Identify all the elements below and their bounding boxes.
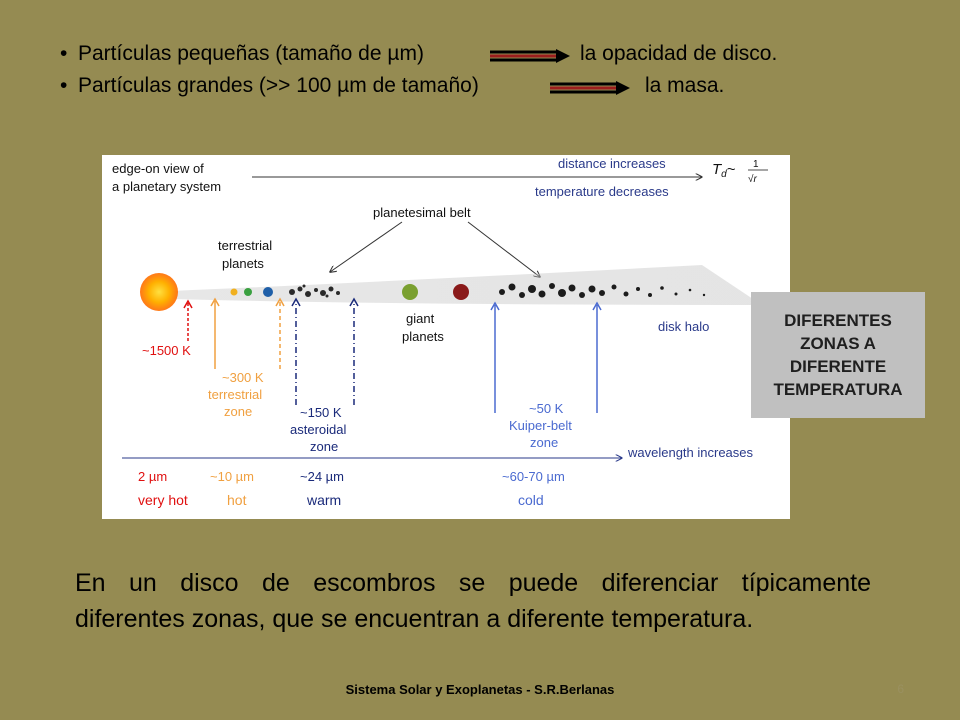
belt-arrow-right	[468, 222, 540, 277]
footer: Sistema Solar y Exoplanetas - S.R.Berlanas	[345, 682, 615, 697]
kuiper-zone-label-1: Kuiper-belt	[509, 418, 572, 433]
kuiper-zone-label-2: zone	[530, 435, 559, 450]
page-number: 6	[897, 682, 904, 696]
paragraph-line: diferentes zonas, que se encuentran a diferente temperatura.	[75, 605, 754, 633]
terrestrial-planets-label-1: terrestrial	[218, 238, 273, 253]
planet-1	[231, 289, 238, 296]
bullet-text-left: Partículas grandes (>> 100 µm de tamaño)	[78, 74, 479, 97]
bullet-text-left: Partículas pequeñas (tamaño de µm)	[78, 42, 424, 65]
planet-3	[263, 287, 273, 297]
wave-cold: ~60-70 µm	[502, 469, 565, 484]
star	[140, 273, 178, 311]
right-double-arrow-icon	[550, 80, 632, 96]
temperature-label: temperature decreases	[535, 184, 669, 199]
temp-300k: ~300 K	[222, 370, 264, 385]
giant-planets-label-2: planets	[402, 329, 444, 344]
label-warm: warm	[307, 492, 342, 508]
giant-planet-1	[402, 284, 418, 300]
label-cold: cold	[518, 492, 544, 508]
description-paragraph	[75, 565, 871, 637]
bullet-text-right: la opacidad de disco.	[580, 42, 778, 65]
giant-planet-2	[453, 284, 469, 300]
label-hot: hot	[227, 492, 247, 508]
svg-text:1: 1	[753, 159, 759, 170]
callout-line: ZONAS A	[800, 334, 876, 353]
callout-line: DIFERENTES	[784, 311, 892, 330]
temp-50k: ~50 K	[529, 401, 564, 416]
callout-line: TEMPERATURA	[773, 380, 903, 399]
wavelength-label: wavelength increases	[628, 445, 754, 460]
temperature-formula	[712, 159, 768, 185]
callout-line: DIFERENTE	[789, 357, 887, 376]
disk-halo-label: disk halo	[658, 319, 710, 334]
bullet-text-right: la masa.	[645, 74, 725, 97]
giant-planets-label-1: giant	[406, 311, 435, 326]
planetesimal-belt-label: planetesimal belt	[373, 205, 471, 220]
belt-arrow-left	[330, 222, 402, 272]
planet-2	[244, 288, 252, 296]
temperature-zones-callout	[751, 292, 925, 418]
asteroidal-zone-label-2: zone	[310, 439, 339, 454]
edge-on-label-line2: a planetary system	[112, 179, 222, 194]
distance-label: distance increases	[558, 156, 666, 171]
terrestrial-planets-label-2: planets	[222, 256, 264, 271]
label-very-hot: very hot	[138, 492, 188, 508]
svg-text:Td~: $T_d\sim$	[712, 161, 736, 180]
temp-1500k: ~1500 K	[142, 343, 191, 358]
paragraph-line: En un disco de escombros se puede diferenciar típicamente	[75, 569, 871, 597]
right-double-arrow-icon	[490, 48, 572, 64]
asteroidal-zone-label-1: asteroidal	[290, 422, 347, 437]
planetary-system-diagram	[102, 155, 790, 519]
edge-on-label-line1: edge-on view of	[112, 161, 204, 176]
temp-150k: ~150 K	[300, 405, 342, 420]
wave-very-hot: 2 µm	[138, 469, 168, 484]
bullet-marker: •	[60, 74, 68, 97]
bullet-marker: •	[60, 42, 68, 65]
terrestrial-zone-label-2: zone	[224, 404, 253, 419]
debris-disk	[172, 265, 762, 305]
terrestrial-zone-label-1: terrestrial	[208, 387, 263, 402]
wave-hot: ~10 µm	[210, 469, 254, 484]
wave-warm: ~24 µm	[300, 469, 344, 484]
svg-text:√r: √r	[748, 174, 757, 185]
